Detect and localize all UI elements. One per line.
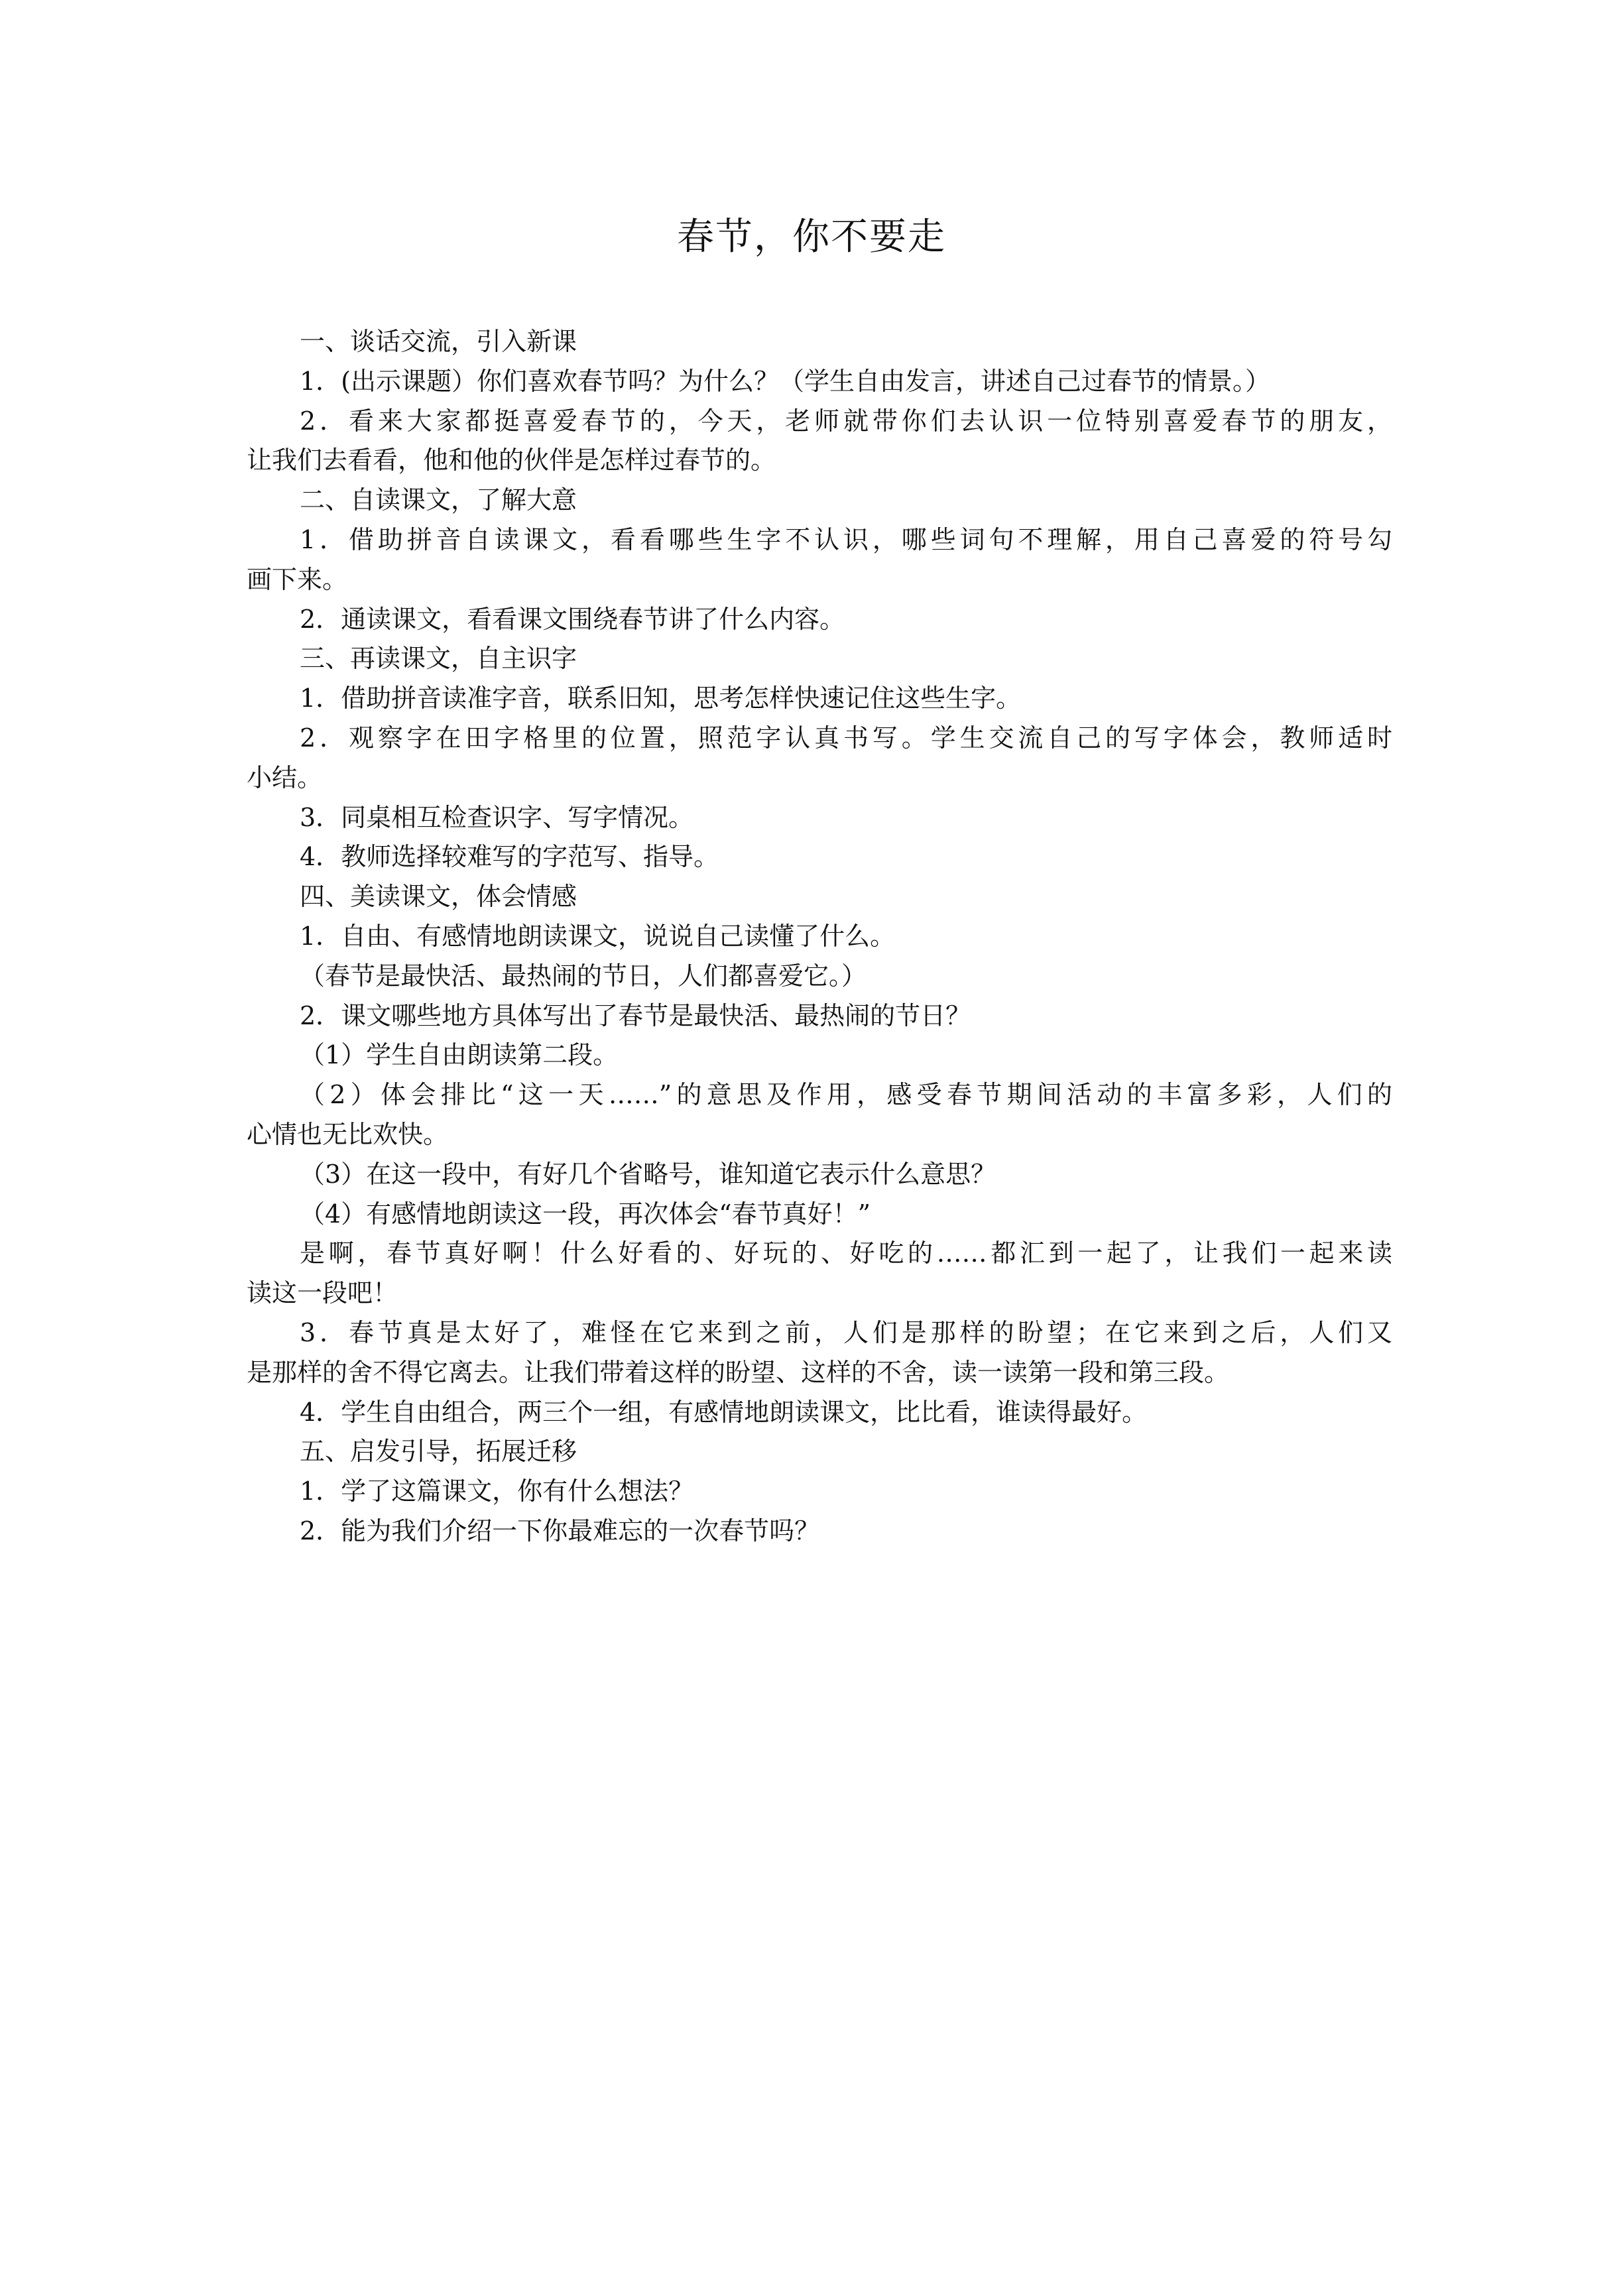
- paragraph-line: 4．学生自由组合，两三个一组，有感情地朗读课文，比比看，谁读得最好。: [300, 1397, 1148, 1427]
- paragraph-line: 小结。: [247, 762, 323, 792]
- document-body: [247, 322, 1392, 1551]
- paragraph-line: （2）体会排比“这一天……”的意思及作用，感受春节期间活动的丰富多彩，人们的: [300, 1080, 1392, 1110]
- paragraph-line: （春节是最快活、最热闹的节日，人们都喜爱它。）: [300, 961, 867, 991]
- paragraph-line: 2．通读课文，看看课文围绕春节讲了什么内容。: [300, 604, 845, 634]
- section-heading-4: 四、美读课文，体会情感: [300, 882, 577, 912]
- paragraph-line: 是啊，春节真好啊！什么好看的、好玩的、好吃的……都汇到一起了，让我们一起来读: [300, 1239, 1392, 1268]
- paragraph-line: 1．借助拼音读准字音，联系旧知，思考怎样快速记住这些生字。: [300, 684, 1022, 713]
- paragraph-line: 4．教师选择较难写的字范写、指导。: [300, 842, 719, 872]
- paragraph-line: 让我们去看看，他和他的伙伴是怎样过春节的。: [247, 446, 776, 475]
- section-heading-1: 一、谈话交流，引入新课: [300, 327, 577, 356]
- paragraph-line: 2．看来大家都挺喜爱春节的，今天，老师就带你们去认识一位特别喜爱春节的朋友，: [300, 406, 1392, 436]
- paragraph-line: 2．能为我们介绍一下你最难忘的一次春节吗？: [300, 1516, 820, 1545]
- paragraph-line: 3．春节真是太好了，难怪在它来到之前，人们是那样的盼望；在它来到之后，人们又: [300, 1317, 1392, 1347]
- paragraph-line: 1．自由、有感情地朗读课文，说说自己读懂了什么。: [300, 921, 896, 951]
- paragraph-line: 2．课文哪些地方具体写出了春节是最快活、最热闹的节日？: [300, 1000, 971, 1030]
- paragraph-line: 1．学了这篇课文，你有什么想法？: [300, 1477, 694, 1506]
- paragraph-line: （3）在这一段中，有好几个省略号，谁知道它表示什么意思？: [300, 1159, 996, 1189]
- paragraph-line: 2．观察字在田字格里的位置，照范字认真书写。学生交流自己的写字体会，教师适时: [300, 723, 1392, 753]
- paragraph-line: 画下来。: [247, 564, 348, 594]
- paragraph-line: （4）有感情地朗读这一段，再次体会“春节真好！”: [300, 1199, 871, 1229]
- paragraph-line: （1）学生自由朗读第二段。: [300, 1040, 619, 1070]
- paragraph-line: 心情也无比欢快。: [247, 1119, 449, 1149]
- paragraph-line: 读这一段吧！: [247, 1278, 398, 1308]
- section-heading-5: 五、启发引导，拓展迁移: [300, 1437, 577, 1467]
- section-heading-3: 三、再读课文，自主识字: [300, 644, 577, 674]
- document-title: 春节，你不要走: [677, 215, 946, 259]
- paragraph-line: 3．同桌相互检查识字、写字情况。: [300, 802, 694, 832]
- paragraph-line: 1．借助拼音自读课文，看看哪些生字不认识，哪些词句不理解，用自己喜爱的符号勾: [300, 524, 1392, 554]
- paragraph-line: 是那样的舍不得它离去。让我们带着这样的盼望、这样的不舍，读一读第一段和第三段。: [247, 1357, 1230, 1387]
- section-heading-2: 二、自读课文，了解大意: [300, 485, 577, 515]
- paragraph-line: 1．(出示课题）你们喜欢春节吗？为什么？（学生自由发言，讲述自己过春节的情景。）: [300, 366, 1271, 396]
